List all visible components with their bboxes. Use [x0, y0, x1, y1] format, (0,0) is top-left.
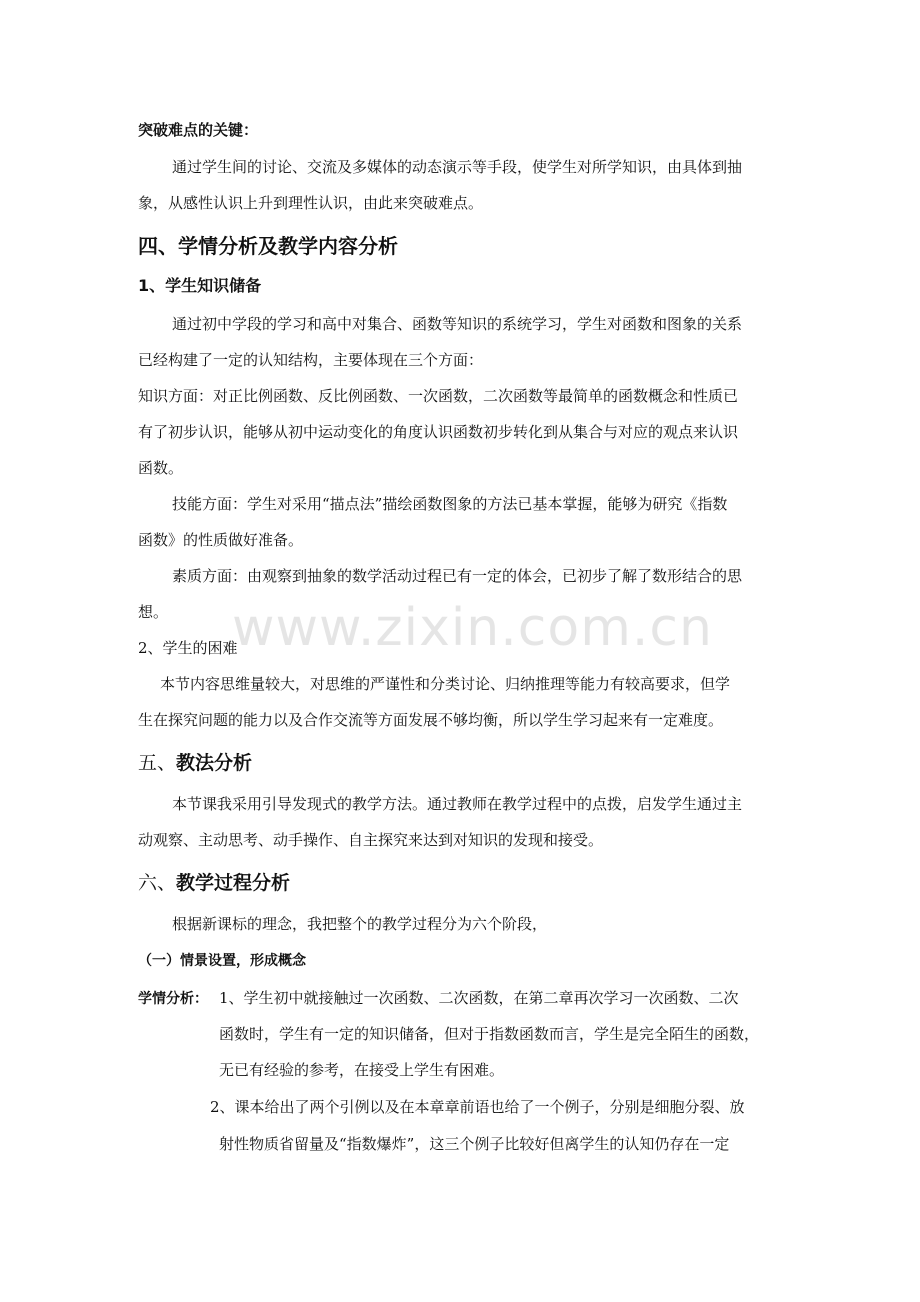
- section-5-heading: [138, 750, 252, 776]
- section-4-2-heading: 2、学生的困难: [138, 639, 238, 657]
- quality-line: 素质方面：由观察到抽象的数学活动过程已有一定的体会，已初步了解了数形结合的思: [172, 567, 743, 585]
- paragraph-line: 根据新课标的理念，我把整个的教学过程分为六个阶段，: [172, 915, 548, 933]
- watermark-text: www.zixin.com.cn: [232, 598, 713, 658]
- section-5-number: 五、: [138, 752, 177, 774]
- analysis-line: 函数时，学生有一定的知识储备，但对于指数函数而言，学生是完全陌生的函数，: [219, 1025, 760, 1043]
- knowledge-line: 函数。: [138, 459, 184, 477]
- section-6-number: 六、: [138, 872, 177, 894]
- paragraph-line: 已经构建了一定的认知结构，主要体现在三个方面：: [138, 351, 484, 369]
- quality-line: 想。: [138, 603, 169, 621]
- key-breakthrough-heading: 突破难点的关键：: [138, 121, 259, 139]
- analysis-label: 学情分析：: [138, 991, 208, 1007]
- analysis-line: 射性物质省留量及“指数爆炸”，这三个例子比较好但离学生的认知仍存在一定: [219, 1135, 730, 1153]
- section-6-heading: [138, 870, 290, 896]
- paragraph-line: 生在探究问题的能力以及合作交流等方面发展不够均衡，所以学生学习起来有一定难度。: [138, 711, 724, 729]
- paragraph-line: 通过学生间的讨论、交流及多媒体的动态演示等手段，使学生对所学知识，由具体到抽: [172, 158, 743, 176]
- paragraph-line: 动观察、主动思考、动手操作、自主探究来达到对知识的发现和接受。: [138, 831, 604, 849]
- paragraph-line: 本节内容思维量较大，对思维的严谨性和分类讨论、归纳推理等能力有较高要求，但学: [160, 675, 731, 693]
- stage-1-heading: （一）情景设置，形成概念: [138, 953, 306, 969]
- paragraph-line: 象，从感性认识上升到理性认识，由此来突破难点。: [138, 194, 484, 212]
- analysis-line: 无已有经验的参考，在接受上学生有困难。: [219, 1061, 505, 1079]
- section-4-1-heading: 1、学生知识储备: [138, 276, 262, 295]
- analysis-line: 2、课本给出了两个引例以及在本章章前语也给了一个例子，分别是细胞分裂、放: [210, 1098, 745, 1116]
- skill-line: 函数》的性质做好准备。: [138, 531, 304, 549]
- knowledge-line: 有了初步认识，能够从初中运动变化的角度认识函数初步转化到从集合与对应的观点来认识: [138, 423, 739, 441]
- section-6-title: 教学过程分析: [176, 872, 291, 894]
- knowledge-line: 知识方面：对正比例函数、反比例函数、一次函数，二次函数等最简单的函数概念和性质已: [138, 387, 739, 405]
- paragraph-line: 本节课我采用引导发现式的教学方法。通过教师在教学过程中的点拨，启发学生通过主: [172, 795, 743, 813]
- analysis-line: 1、学生初中就接触过一次函数、二次函数，在第二章再次学习一次函数、二次: [219, 989, 739, 1007]
- paragraph-line: 通过初中学段的学习和高中对集合、函数等知识的系统学习，学生对函数和图象的关系: [172, 315, 743, 333]
- section-5-title: 教法分析: [176, 752, 253, 774]
- section-4-heading: 四、学情分析及教学内容分析: [138, 234, 398, 258]
- skill-line: 技能方面：学生对采用“描点法”描绘函数图象的方法已基本掌握，能够为研究《指数: [172, 495, 728, 513]
